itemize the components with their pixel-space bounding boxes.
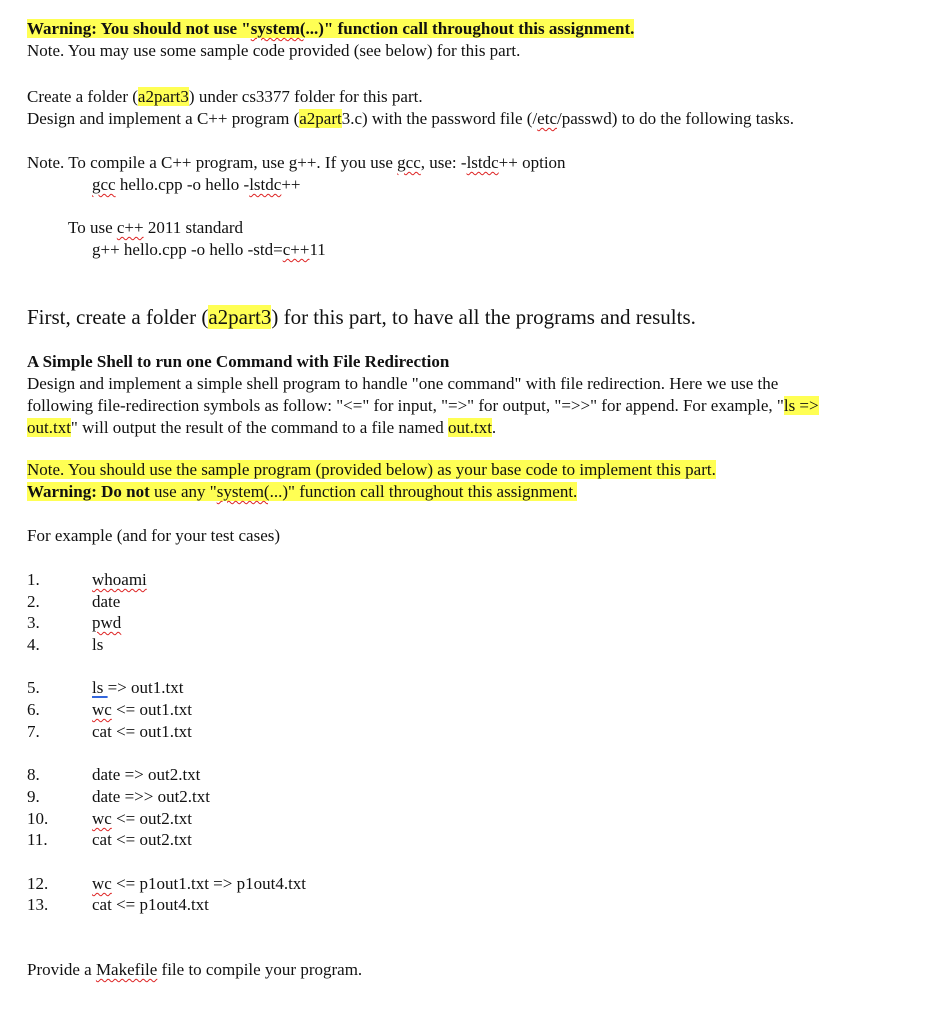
- example-command-rest: cat <= out1.txt: [92, 722, 192, 741]
- intro-line-1: [27, 86, 423, 108]
- compile-line-1: [27, 152, 566, 174]
- example-command: [92, 873, 306, 895]
- example-number: 8.: [27, 765, 40, 784]
- warning-system-word: system(: [250, 19, 306, 38]
- shell-3-highlight: out.txt: [27, 418, 71, 437]
- intro-2b: 3.c) with the password file (/: [341, 109, 538, 128]
- compile-4a: g++ hello.cpp -o hello -std=: [92, 240, 283, 259]
- compile-1-lstdc: lstdc: [466, 153, 499, 172]
- example-command: [92, 808, 192, 830]
- compile-1c: ++ option: [498, 153, 566, 172]
- shell-3a: " will output the result of the command to a file named: [70, 418, 448, 437]
- example-command-rest: ls: [92, 635, 104, 654]
- shell-heading: A Simple Shell to run one Command with File Redirection: [27, 352, 450, 371]
- compile-line-2: [92, 174, 301, 196]
- shell-3-highlight-2: out.txt: [448, 418, 492, 437]
- example-command: [92, 786, 210, 808]
- example-command-rest: <= out2.txt: [111, 809, 192, 828]
- warning-line: [27, 18, 634, 40]
- example-command: [92, 894, 209, 916]
- compile-2-gcc: gcc: [92, 175, 116, 194]
- note2-2a: use any ": [149, 482, 217, 501]
- note2-2b: ...)" function call throughout this assignment.: [269, 482, 578, 501]
- warning-prefix: Warning: You should not use ": [27, 19, 251, 38]
- example-number: 1.: [27, 570, 40, 589]
- compile-3b: 2011 standard: [143, 218, 244, 237]
- example-number: 4.: [27, 635, 40, 654]
- shell-2-highlight: ls =>: [783, 396, 819, 415]
- compile-4b: 11: [309, 240, 326, 259]
- footer-b: file to compile your program.: [157, 960, 363, 979]
- first-a: First, create a folder (: [27, 305, 209, 329]
- intro-1a: Create a folder (: [27, 87, 138, 106]
- note2-line-2: [27, 481, 577, 503]
- first-b: ) for this part, to have all the programs and results.: [271, 305, 696, 329]
- example-number: 9.: [27, 787, 40, 806]
- intro-2a: Design and implement a C++ program (: [27, 109, 300, 128]
- shell-paragraph-line-1: Design and implement a simple shell program to handle "one command" with file redirection. Here we use the: [27, 374, 779, 393]
- example-command: [92, 569, 147, 591]
- intro-line-2: [27, 108, 794, 130]
- first-heading: [27, 304, 696, 330]
- example-number: 13.: [27, 895, 49, 914]
- example-command: [92, 764, 200, 786]
- compile-line-3: [68, 217, 243, 239]
- compile-1a: Note. To compile a C++ program, use g++. If you use: [27, 153, 398, 172]
- note2-warning: Warning: Do not: [27, 482, 150, 501]
- example-command-rest: date => out2.txt: [92, 765, 201, 784]
- intro-2-etc: etc: [537, 109, 557, 128]
- example-command-flagged: wc: [92, 700, 112, 719]
- compile-2b: ++: [281, 175, 301, 194]
- example-command: [92, 591, 120, 613]
- example-number: 12.: [27, 874, 49, 893]
- example-command-flagged: whoami: [92, 570, 147, 589]
- example-command: [92, 677, 183, 699]
- compile-line-4: [92, 239, 326, 261]
- intro-1-highlight: a2part3: [137, 87, 189, 106]
- makefile-line: [27, 959, 362, 981]
- compile-1b: , use: -: [420, 153, 467, 172]
- example-command-rest: cat <= p1out4.txt: [92, 895, 209, 914]
- note-line: Note. You may use some sample code provided (see below) for this part.: [27, 41, 521, 60]
- example-command-rest: date =>> out2.txt: [92, 787, 210, 806]
- compile-4-cpp: c++: [282, 240, 310, 259]
- example-command: [92, 634, 103, 656]
- example-number: 5.: [27, 678, 40, 697]
- shell-paragraph-line-2: [27, 395, 819, 417]
- example-command: [92, 721, 192, 743]
- footer-makefile: Makefile: [95, 960, 158, 979]
- example-command: [92, 699, 192, 721]
- shell-paragraph-line-3: [27, 417, 496, 439]
- example-command-flagged: ls: [92, 678, 108, 697]
- example-command-rest: => out1.txt: [107, 678, 184, 697]
- warning-text: [27, 19, 634, 38]
- example-command: [92, 612, 121, 634]
- warning-suffix: ...)" function call throughout this assignment.: [305, 19, 635, 38]
- compile-3a: To use: [68, 218, 117, 237]
- note2-text: Note. You should use the sample program (provided below) as your base code to implement this part.: [27, 460, 716, 479]
- example-command-flagged: wc: [92, 809, 112, 828]
- example-command-flagged: pwd: [92, 613, 122, 632]
- intro-1b: ) under cs3377 folder for this part.: [188, 87, 423, 106]
- compile-2-lstdc: lstdc: [249, 175, 282, 194]
- examples-heading: For example (and for your test cases): [27, 526, 281, 545]
- intro-2-highlight: a2part: [299, 109, 342, 128]
- compile-1-gcc: gcc: [397, 153, 421, 172]
- example-number: 3.: [27, 613, 40, 632]
- footer-a: Provide a: [27, 960, 96, 979]
- example-number: 6.: [27, 700, 40, 719]
- example-number: 2.: [27, 592, 40, 611]
- example-command: [92, 829, 192, 851]
- note2-system-word: system(: [216, 482, 270, 501]
- example-command-flagged: wc: [92, 874, 112, 893]
- example-number: 10.: [27, 809, 49, 828]
- shell-3b: .: [491, 418, 497, 437]
- example-number: 11.: [27, 830, 48, 849]
- example-command-rest: <= out1.txt: [111, 700, 192, 719]
- example-command-rest: <= p1out1.txt => p1out4.txt: [111, 874, 307, 893]
- example-command-rest: cat <= out2.txt: [92, 830, 192, 849]
- compile-3-cpp: c++: [116, 218, 144, 237]
- shell-2a: following file-redirection symbols as follow: "<=" for input, "=>" for output, "=>>" for append. For example, ": [27, 396, 784, 415]
- first-highlight: a2part3: [208, 305, 272, 329]
- example-number: 7.: [27, 722, 40, 741]
- compile-2a: hello.cpp -o hello -: [115, 175, 250, 194]
- note2-line-1: [27, 459, 716, 481]
- intro-2c: /passwd) to do the following tasks.: [557, 109, 795, 128]
- example-command-rest: date: [92, 592, 121, 611]
